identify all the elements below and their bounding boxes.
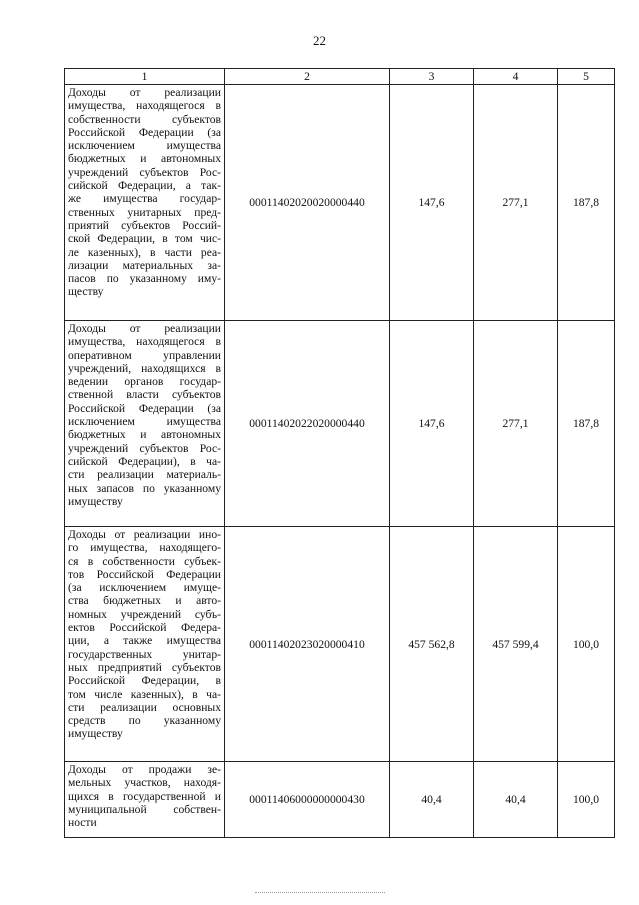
table-row bbox=[65, 321, 615, 527]
description-line: ции, а также имущества bbox=[68, 634, 221, 648]
table-header-row bbox=[65, 69, 615, 85]
column-header: 4 bbox=[474, 69, 558, 85]
description-line: сти реализации основных bbox=[68, 700, 221, 714]
budget-code: 00011402023020000410 bbox=[225, 527, 390, 762]
column-header: 2 bbox=[225, 69, 390, 85]
description-line: ства бюджетных и авто- bbox=[68, 594, 221, 608]
description-line: ственных унитарных пред- bbox=[68, 205, 221, 219]
description-line: имущества, находящегося в bbox=[68, 335, 221, 349]
description-line: Доходы от реализации ино- bbox=[68, 528, 221, 541]
value-col3: 147,6 bbox=[390, 321, 474, 527]
description-line: Доходы от реализации bbox=[68, 322, 221, 335]
description-line: собственности субъектов bbox=[68, 112, 221, 126]
value-col4: 277,1 bbox=[474, 85, 558, 321]
description-line: ственной власти субъектов bbox=[68, 388, 221, 402]
description-line: лизации материальных за- bbox=[68, 258, 221, 272]
description-line: сийской Федерации), в ча- bbox=[68, 454, 221, 468]
value-col5: 100,0 bbox=[558, 527, 615, 762]
description-line: (за исключением имуще- bbox=[68, 581, 221, 595]
description-line: ле казенных), в части реа- bbox=[68, 245, 221, 259]
table-row bbox=[65, 85, 615, 321]
description-line: учреждений субъектов Рос- bbox=[68, 165, 221, 179]
revenue-table bbox=[64, 68, 615, 838]
value-col5: 187,8 bbox=[558, 85, 615, 321]
value-col5: 100,0 bbox=[558, 762, 615, 838]
column-header: 1 bbox=[65, 69, 225, 85]
description-line: Доходы от продажи зе- bbox=[68, 763, 221, 776]
description-line: номных учреждений субъ- bbox=[68, 607, 221, 621]
description-line: ектов Российской Федера- bbox=[68, 621, 221, 635]
value-col4: 40,4 bbox=[474, 762, 558, 838]
description-line: ности bbox=[68, 816, 97, 830]
description-line: тов Российской Федерации bbox=[68, 567, 221, 581]
budget-code: 00011402020020000440 bbox=[225, 85, 390, 321]
value-col3: 147,6 bbox=[390, 85, 474, 321]
description-line: сти реализации материаль- bbox=[68, 468, 221, 482]
description-line: ных запасов по указанному bbox=[68, 481, 221, 495]
table-row bbox=[65, 762, 615, 838]
description-line: Российской Федерации (за bbox=[68, 401, 221, 415]
description-line: учреждений, находящихся в bbox=[68, 361, 221, 375]
description-line: бюджетных и автономных bbox=[68, 428, 221, 442]
budget-code: 00011406000000000430 bbox=[225, 762, 390, 838]
description-line: том числе казенных), в ча- bbox=[68, 687, 221, 701]
column-header: 3 bbox=[390, 69, 474, 85]
description-line: исключением имущества bbox=[68, 139, 221, 153]
description-line: же имущества государ- bbox=[68, 192, 221, 206]
row-description bbox=[65, 762, 225, 838]
description-line: имуществу bbox=[68, 727, 123, 741]
table-row bbox=[65, 527, 615, 762]
description-line: приятий субъектов Россий- bbox=[68, 218, 221, 232]
description-line: имуществу bbox=[68, 494, 123, 508]
description-line: ществу bbox=[68, 285, 104, 299]
description-line: муниципальной собствен- bbox=[68, 802, 221, 816]
description-line: щихся в государственной и bbox=[68, 789, 221, 803]
value-col4: 457 599,4 bbox=[474, 527, 558, 762]
description-line: средств по указанному bbox=[68, 714, 221, 728]
value-col3: 40,4 bbox=[390, 762, 474, 838]
description-line: го имущества, находящего- bbox=[68, 541, 221, 555]
description-line: ской Федерации, в том чис- bbox=[68, 232, 221, 246]
description-line: оперативном управлении bbox=[68, 348, 221, 362]
description-line: имущества, находящегося в bbox=[68, 99, 221, 113]
description-line: Российской Федерации (за bbox=[68, 125, 221, 139]
description-line: учреждений субъектов Рос- bbox=[68, 441, 221, 455]
value-col5: 187,8 bbox=[558, 321, 615, 527]
description-line: государственных унитар- bbox=[68, 647, 221, 661]
description-line: ных предприятий субъектов bbox=[68, 660, 221, 674]
description-line: мельных участков, находя- bbox=[68, 776, 221, 790]
value-col4: 277,1 bbox=[474, 321, 558, 527]
scan-artifact bbox=[255, 892, 385, 895]
description-line: Доходы от реализации bbox=[68, 86, 221, 99]
description-line: бюджетных и автономных bbox=[68, 152, 221, 166]
description-line: сийской Федерации, а так- bbox=[68, 179, 221, 193]
row-description bbox=[65, 85, 225, 321]
description-line: ся в собственности субъек- bbox=[68, 554, 221, 568]
description-line: пасов по указанному иму- bbox=[68, 272, 221, 286]
page-number: 22 bbox=[313, 33, 326, 48]
row-description bbox=[65, 321, 225, 527]
value-col3: 457 562,8 bbox=[390, 527, 474, 762]
budget-code: 00011402022020000440 bbox=[225, 321, 390, 527]
description-line: ведении органов государ- bbox=[68, 375, 221, 389]
row-description bbox=[65, 527, 225, 762]
description-line: исключением имущества bbox=[68, 415, 221, 429]
description-line: Российской Федерации, в bbox=[68, 674, 221, 688]
column-header: 5 bbox=[558, 69, 615, 85]
